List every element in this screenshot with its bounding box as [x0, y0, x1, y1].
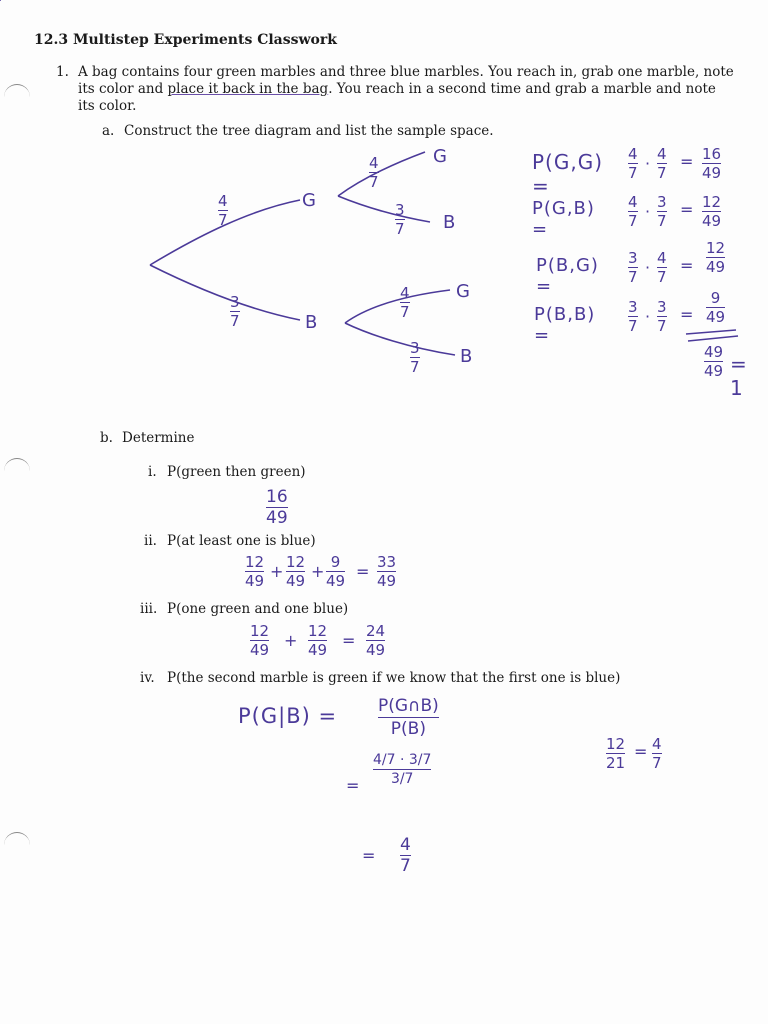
- item-ii-term1: 12 49: [245, 553, 265, 590]
- ss-result-gg: 16 49: [702, 145, 722, 182]
- item-iv-label: iv.: [140, 670, 155, 686]
- item-iii-label: iii.: [140, 601, 158, 617]
- item-ii-answer: 33 49: [377, 553, 397, 590]
- ss-label-bb: P(B,B) =: [534, 304, 596, 346]
- part-b-label: b.: [100, 430, 113, 446]
- branch-first-blue: [150, 265, 300, 320]
- op-eq: =: [680, 256, 694, 275]
- node-bg: G: [456, 281, 471, 302]
- op-plus: +: [270, 562, 284, 581]
- op-eq: =: [342, 631, 356, 650]
- ss-total: 49 49: [704, 343, 724, 380]
- ss-label-gg: P(G,G) =: [532, 150, 604, 198]
- prob-bg: 4 7: [400, 284, 410, 321]
- item-ii-term3: 9 49: [326, 553, 346, 590]
- ss-f1-bb: 3 7: [628, 298, 638, 335]
- item-iv-side-right: 4 7: [652, 735, 662, 772]
- worksheet-title: 12.3 Multistep Experiments Classwork: [34, 32, 337, 48]
- branch-gg: [338, 152, 425, 196]
- ss-f1-bg: 3 7: [628, 249, 638, 286]
- ss-f1-gb: 4 7: [628, 193, 638, 230]
- item-ii-term2: 12 49: [286, 553, 306, 590]
- op-dot: ·: [645, 307, 651, 326]
- part-a-text: Construct the tree diagram and list the sample space.: [124, 123, 494, 139]
- item-i-text: P(green then green): [167, 464, 306, 480]
- ss-f2-gb: 3 7: [657, 193, 667, 230]
- total-equals-one: = 1: [730, 352, 747, 400]
- ss-f1-gg: 4 7: [628, 145, 638, 182]
- ss-f2-bg: 4 7: [657, 249, 667, 286]
- question-text-underlined: place it back in the bag: [167, 81, 329, 97]
- op-plus: +: [311, 562, 325, 581]
- op-eq: =: [362, 846, 376, 865]
- prob-first-green: 4 7: [218, 192, 228, 229]
- ss-result-bb: 9 49: [706, 289, 726, 326]
- ss-f2-gg: 4 7: [657, 145, 667, 182]
- item-ii-label: ii.: [144, 533, 157, 549]
- item-iv-lhs: P(G|B) =: [238, 704, 338, 728]
- item-iii-term2: 12 49: [308, 622, 328, 659]
- ss-result-bg: 12 49: [706, 239, 726, 276]
- op-eq: =: [680, 152, 694, 171]
- item-iii-answer: 24 49: [366, 622, 386, 659]
- op-eq: =: [680, 305, 694, 324]
- ss-label-gb: P(G,B) =: [532, 198, 595, 240]
- item-iv-side-left: 12 21: [606, 735, 626, 772]
- item-iii-term1: 12 49: [250, 622, 270, 659]
- item-i-answer: 16 49: [266, 487, 288, 528]
- prob-gg: 4 7: [369, 154, 379, 191]
- op-eq: =: [356, 562, 370, 581]
- op-eq: =: [346, 776, 360, 795]
- op-eq: =: [680, 200, 694, 219]
- item-i-label: i.: [148, 464, 157, 480]
- prob-bb: 3 7: [410, 339, 420, 376]
- part-b-text: Determine: [122, 430, 195, 446]
- branch-bg: [345, 290, 450, 323]
- op-plus: +: [284, 631, 298, 650]
- node-gg: G: [433, 146, 448, 167]
- prob-first-blue: 3 7: [230, 293, 240, 330]
- item-iv-definition: P(G∩B) P(B): [378, 696, 439, 739]
- ss-result-gb: 12 49: [702, 193, 722, 230]
- question-number: 1.: [56, 64, 69, 80]
- item-iv-text: P(the second marble is green if we know that the first one is blue): [167, 670, 621, 686]
- item-iii-text: P(one green and one blue): [167, 601, 349, 617]
- branch-bb: [345, 323, 455, 355]
- question-text: A bag contains four green marbles and three blue marbles. You reach in, grab one marble, note its color and: [78, 64, 734, 97]
- question-text-end: . You reach in a second time and grab a marble and note its color.: [78, 81, 716, 114]
- item-iv-step: 4/7 · 3/7 3/7: [373, 752, 432, 787]
- node-gb: B: [443, 212, 457, 233]
- op-dot: ·: [645, 258, 651, 277]
- prob-gb: 3 7: [395, 201, 405, 238]
- node-first-green: G: [302, 190, 317, 211]
- node-first-blue: B: [305, 312, 319, 333]
- item-ii-text: P(at least one is blue): [167, 533, 316, 549]
- node-bb: B: [460, 346, 474, 367]
- branch-gb: [338, 196, 430, 222]
- op-dot: ·: [645, 202, 651, 221]
- item-iv-answer: 4 7: [400, 835, 411, 876]
- ss-label-bg: P(B,G) =: [536, 255, 599, 297]
- op-eq: =: [634, 742, 648, 761]
- part-a-label: a.: [102, 123, 115, 139]
- ss-f2-bb: 3 7: [657, 298, 667, 335]
- op-dot: ·: [645, 154, 651, 173]
